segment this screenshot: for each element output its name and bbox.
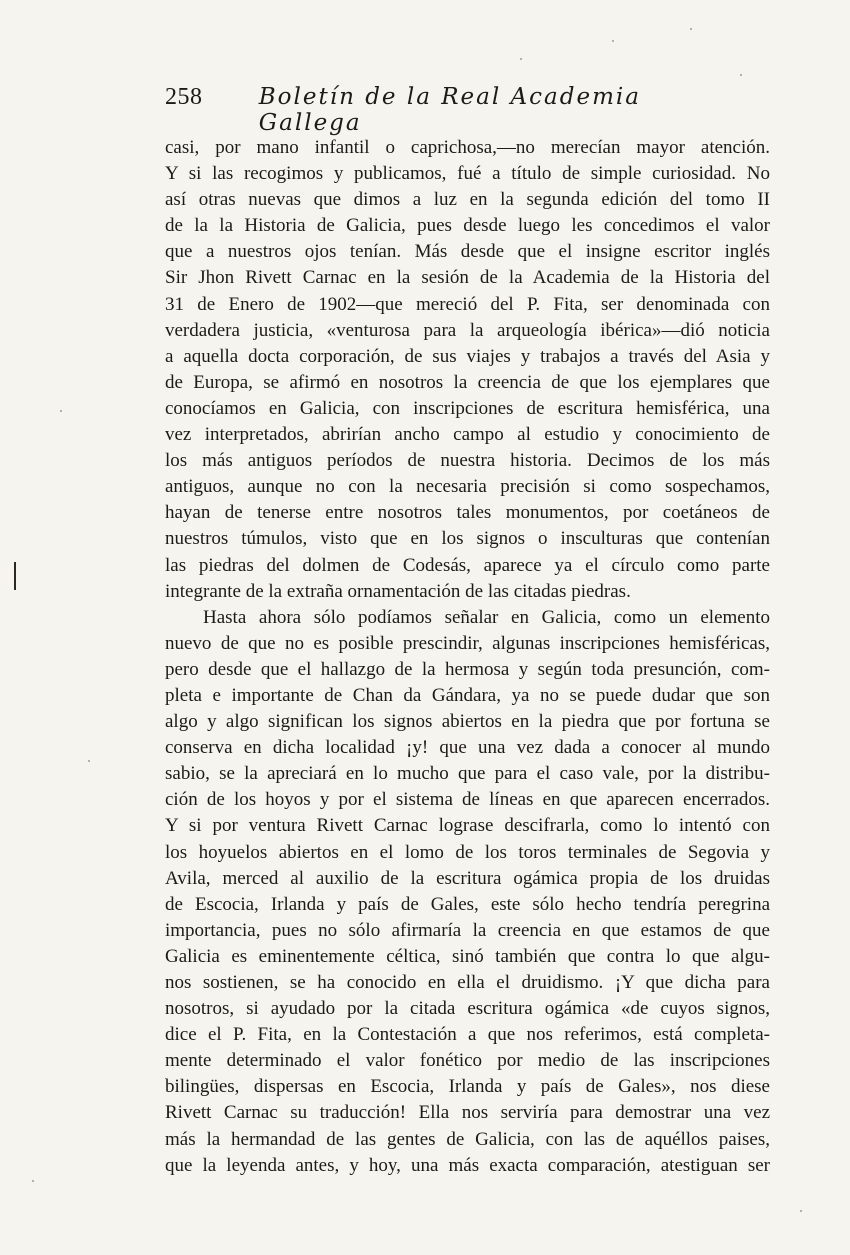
text-line: a aquella docta corporación, de sus viajes y trabajos a través del Asia y bbox=[165, 345, 770, 367]
text-line: pleta e importante de Chan da Gándara, ya no se puede dudar que son bbox=[165, 684, 770, 706]
text-line: de Europa, se afirmó en nosotros la creencia de que los ejemplares que bbox=[165, 371, 770, 393]
paragraph-end-line: integrante de la extraña ornamentación de las citadas piedras. bbox=[165, 580, 631, 602]
paper-speck bbox=[60, 410, 62, 412]
text-line: los más antiguos períodos de nuestra historia. Decimos de los más bbox=[165, 450, 770, 472]
text-line: nuestros túmulos, visto que en los signos o insculturas que contenían bbox=[165, 528, 770, 550]
text-line: Y si las recogimos y publicamos, fué a título de simple curiosidad. No bbox=[165, 163, 770, 185]
text-line: nosotros, si ayudado por la citada escritura ogámica «de cuyos signos, bbox=[165, 998, 770, 1020]
paper-speck bbox=[800, 1210, 802, 1212]
text-line: bilingües, dispersas en Escocia, Irlanda y país de Gales», nos diese bbox=[165, 1076, 770, 1098]
text-line: Avila, merced al auxilio de la escritura ogámica propia de los druidas bbox=[165, 867, 770, 889]
text-line: pero desde que el hallazgo de la hermosa y según toda presunción, com- bbox=[165, 658, 770, 680]
text-line: hayan de tenerse entre nosotros tales monumentos, por coetáneos de bbox=[165, 502, 770, 524]
text-line: ción de los hoyos y por el sistema de líneas en que aparecen encerrados. bbox=[165, 789, 770, 811]
text-line: conocíamos en Galicia, con inscripciones de escritura hemisférica, una bbox=[165, 397, 770, 419]
text-line: que la leyenda antes, y hoy, una más exacta comparación, atestiguan ser bbox=[165, 1154, 770, 1176]
text-line: antiguos, aunque no con la necesaria precisión si como sospechamos, bbox=[165, 476, 770, 498]
text-line: así otras nuevas que dimos a luz en la segunda edición del tomo II bbox=[165, 189, 770, 211]
text-line: algo y algo significan los signos abiertos en la piedra que por fortuna se bbox=[165, 711, 770, 733]
text-line: casi, por mano infantil o caprichosa,—no merecían mayor atención. bbox=[165, 137, 770, 158]
paper-speck bbox=[690, 28, 692, 30]
text-line: Sir Jhon Rivett Carnac en la sesión de la Academia de la Historia del bbox=[165, 267, 770, 289]
text-line: verdadera justicia, «venturosa para la arqueología ibérica»—dió noticia bbox=[165, 319, 770, 341]
text-line: vez interpretados, abrirían ancho campo al estudio y conocimiento de bbox=[165, 424, 770, 446]
paper-speck bbox=[740, 74, 742, 76]
text-line: de la la Historia de Galicia, pues desde luego les concedimos el valor bbox=[165, 215, 770, 237]
running-title: Boletín de la Real Academia Gallega bbox=[258, 84, 641, 136]
body-text bbox=[165, 135, 770, 1179]
page-header bbox=[165, 84, 645, 136]
text-line: Rivett Carnac su traducción! Ella nos serviría para demostrar una vez bbox=[165, 1102, 770, 1124]
text-line: de Escocia, Irlanda y país de Gales, este sólo hecho tendría peregrina bbox=[165, 893, 770, 915]
text-line: que a nuestros ojos tenían. Más desde que el insigne escritor inglés bbox=[165, 241, 770, 263]
paper-speck bbox=[88, 760, 90, 762]
text-line: nos sostienen, se ha conocido en ella el druidismo. ¡Y que dicha para bbox=[165, 972, 770, 993]
text-line: Y si por ventura Rivett Carnac lograse descifrarla, como lo intentó con bbox=[165, 815, 770, 837]
text-line: los hoyuelos abiertos en el lomo de los toros terminales de Segovia y bbox=[165, 841, 770, 863]
margin-mark bbox=[14, 562, 16, 590]
text-line: sabio, se la apreciará en lo mucho que para el caso vale, por la distribu- bbox=[165, 763, 770, 785]
text-line: dice el P. Fita, en la Contestación a que nos referimos, está completa- bbox=[165, 1024, 770, 1046]
text-line: las piedras del dolmen de Codesás, aparece ya el círculo como parte bbox=[165, 554, 770, 576]
page-number: 258 bbox=[165, 84, 203, 110]
paper-speck bbox=[612, 40, 614, 42]
paper-speck bbox=[520, 58, 522, 60]
text-line: nuevo de que no es posible prescindir, algunas inscripciones hemisféricas, bbox=[165, 632, 770, 654]
text-line: mente determinado el valor fonético por medio de las inscripciones bbox=[165, 1050, 770, 1072]
text-line: Galicia es eminentemente céltica, sinó también que contra lo que algu- bbox=[165, 945, 770, 967]
paper-speck bbox=[32, 1180, 34, 1182]
text-line: importancia, pues no sólo afirmaría la creencia en que estamos de que bbox=[165, 919, 770, 941]
paragraph-start-line: Hasta ahora sólo podíamos señalar en Galicia, como un elemento bbox=[203, 606, 770, 628]
text-line: 31 de Enero de 1902—que mereció del P. Fita, ser denominada con bbox=[165, 293, 770, 315]
text-line: conserva en dicha localidad ¡y! que una vez dada a conocer al mundo bbox=[165, 737, 770, 759]
text-line: más la hermandad de las gentes de Galicia, con las de aquéllos paises, bbox=[165, 1128, 770, 1150]
